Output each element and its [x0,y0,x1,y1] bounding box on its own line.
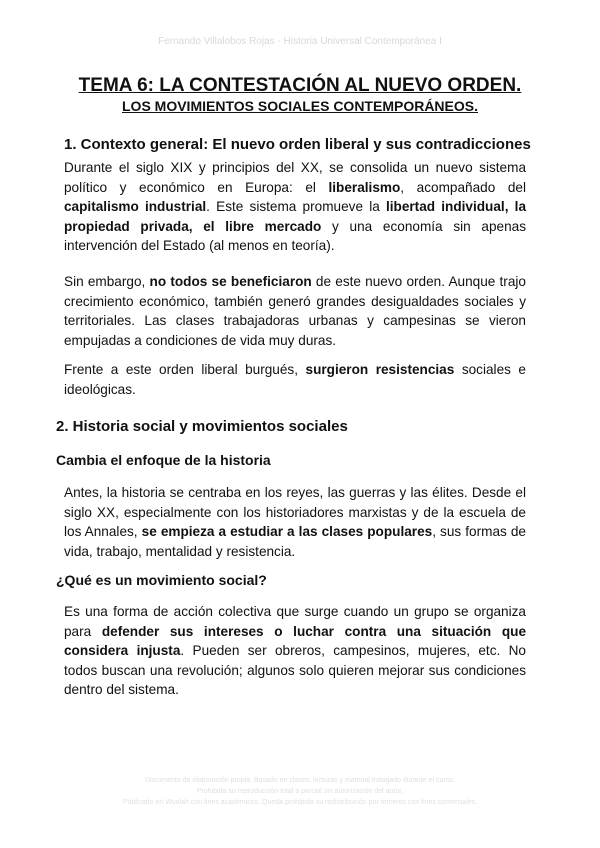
footer-line: Prohibida su reproducción total o parcial sin autorización del autor. [196,788,404,795]
text-run: , acompañado del [400,179,526,195]
section2-subheading-1: Cambia el enfoque de la historia [56,452,271,468]
footer-line: Publicado en Wuolah con fines académicos. Queda prohibida su redistribución por terceros con fines comerciales. [122,799,478,806]
text-run: y una economía sin apenas intervención del Estado (al menos en teoría). [64,218,526,253]
text-run: . Pueden ser obreros, campesinos, mujeres, etc. No todos buscan una revolución; algunos solo quieren mejorar sus condiciones dentro del sistema. [64,643,526,697]
bold-run: libertad individual, la propiedad privada, el libre mercado [64,199,527,234]
section2-paragraph-2 [64,602,526,700]
text-run: Sin embargo, [64,274,150,289]
bold-run: defender sus intereses o luchar contra una situación que considera injusta [64,623,527,658]
text-run: Antes, la historia se centraba en los reyes, las guerras y las élites. Desde el siglo XX, especialmente con los historiadores marxistas y de la escuela de los Annales, [64,485,526,539]
footer-line: Documento de elaboración propia. Basado en clases, lecturas y material trabajado durante el curso. [144,777,456,784]
section1-paragraph-3 [64,360,526,399]
section1-heading: 1. Contexto general: El nuevo orden liberal y sus contradicciones [64,136,531,153]
page-title: TEMA 6: LA CONTESTACIÓN AL NUEVO ORDEN. [78,75,522,96]
text-run: . Este sistema promueve la [206,199,386,214]
section1-paragraph-2 [64,272,526,350]
bold-run: se empieza a estudiar a las clases populares [141,524,433,539]
text-run: Frente a este orden liberal burgués, [64,362,306,377]
header-note: Fernando Villalobos Rojas - Historia Universal Contemporánea I [158,36,442,47]
text-run: Durante el siglo XIX y principios del XX, se consolida un nuevo sistema político y económico en Europa: el [64,160,526,195]
footer-note [0,775,600,808]
bold-run: liberalismo [328,179,401,195]
bold-run: capitalismo industrial [64,199,207,214]
section1-paragraph-1 [64,158,526,256]
section2-heading: 2. Historia social y movimientos sociales [56,418,348,435]
section2-paragraph-1 [64,483,526,561]
bold-run: surgieron resistencias [305,362,455,377]
page-subtitle: LOS MOVIMIENTOS SOCIALES CONTEMPORÁNEOS. [122,98,478,114]
text-run: , sus formas de vida, trabajo, mentalidad y resistencia. [64,524,526,559]
section2-subheading-2: ¿Qué es un movimiento social? [56,572,267,588]
text-run: de este nuevo orden. Aunque trajo crecimiento económico, también generó grandes desigualdades sociales y territoriales. Las clases trabajadoras urbanas y campesinas se vieron empujadas a condiciones de vida muy duras. [64,274,526,348]
text-run: sociales e ideológicas. [64,362,526,397]
bold-run: no todos se beneficiaron [149,274,312,289]
text-run: Es una forma de acción colectiva que surge cuando un grupo se organiza para [64,604,526,639]
